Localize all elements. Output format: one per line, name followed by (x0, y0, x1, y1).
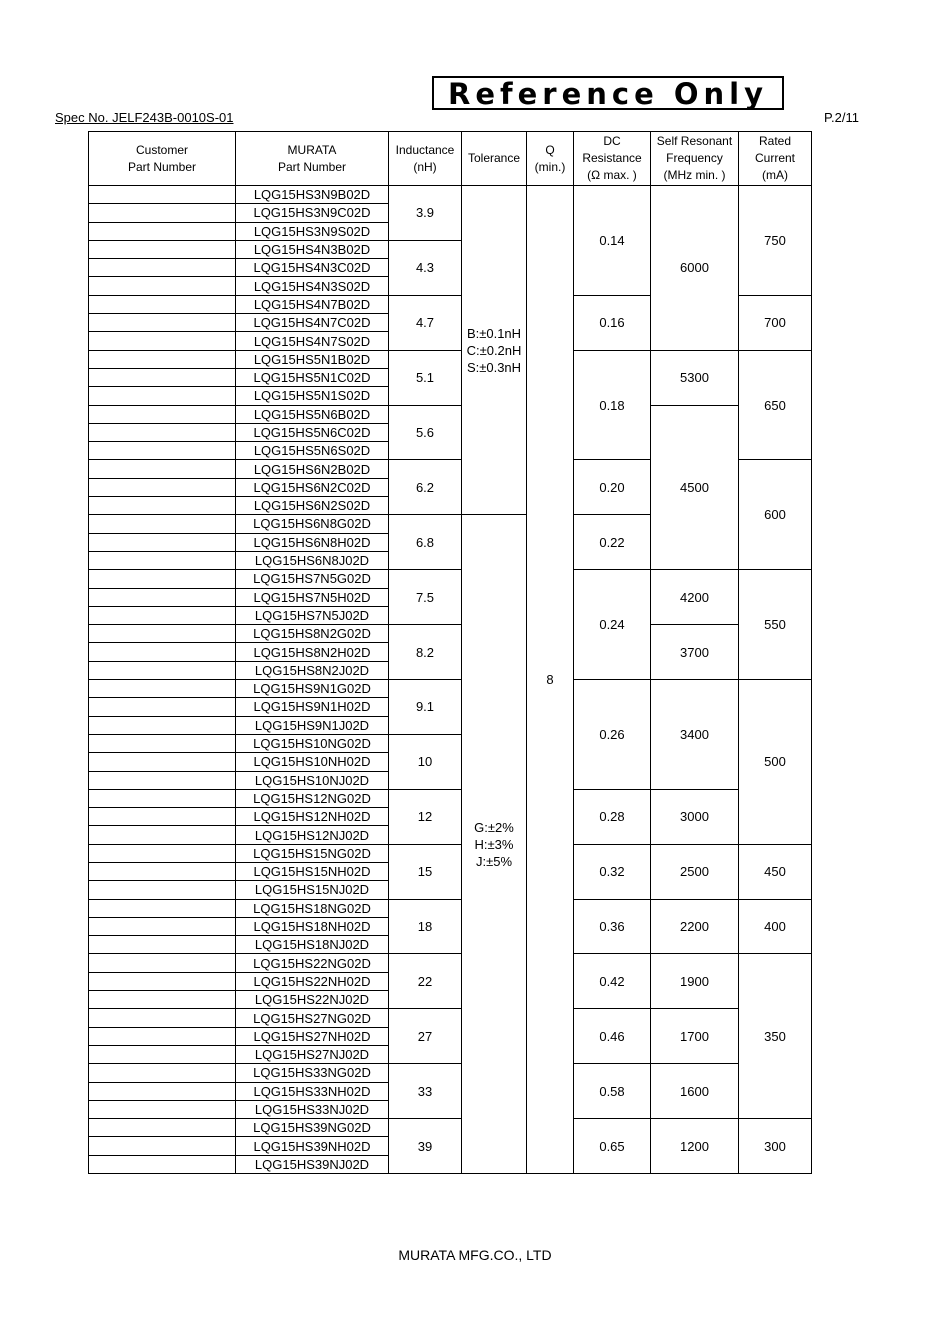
murata-part-cell: LQG15HS33NJ02D (236, 1100, 389, 1118)
table-row (89, 350, 812, 368)
murata-part-cell: LQG15HS27NJ02D (236, 1045, 389, 1063)
dc-resistance-cell: 0.46 (574, 1009, 651, 1064)
srf-cell: 2200 (651, 899, 739, 954)
customer-part-cell (89, 497, 236, 515)
inductance-cell: 39 (389, 1119, 462, 1174)
customer-part-cell (89, 826, 236, 844)
customer-part-cell (89, 716, 236, 734)
customer-part-cell (89, 698, 236, 716)
murata-part-cell: LQG15HS6N2C02D (236, 478, 389, 496)
q-cell: 8 (527, 186, 574, 1174)
murata-part-cell: LQG15HS27NG02D (236, 1009, 389, 1027)
customer-part-cell (89, 881, 236, 899)
murata-part-cell: LQG15HS10NH02D (236, 753, 389, 771)
murata-part-cell: LQG15HS39NH02D (236, 1137, 389, 1155)
col-tolerance: Tolerance (462, 132, 527, 186)
murata-part-cell: LQG15HS18NG02D (236, 899, 389, 917)
murata-part-cell: LQG15HS15NG02D (236, 844, 389, 862)
murata-part-cell: LQG15HS12NJ02D (236, 826, 389, 844)
murata-part-cell: LQG15HS12NG02D (236, 789, 389, 807)
customer-part-cell (89, 680, 236, 698)
srf-cell: 3700 (651, 625, 739, 680)
murata-part-cell: LQG15HS5N1C02D (236, 368, 389, 386)
murata-part-cell: LQG15HS5N6B02D (236, 405, 389, 423)
customer-part-cell (89, 460, 236, 478)
col-murata-part: MURATA Part Number (236, 132, 389, 186)
customer-part-cell (89, 515, 236, 533)
customer-part-cell (89, 862, 236, 880)
customer-part-cell (89, 259, 236, 277)
rated-current-cell: 600 (739, 460, 812, 570)
dc-resistance-cell: 0.22 (574, 515, 651, 570)
customer-part-cell (89, 771, 236, 789)
customer-part-cell (89, 442, 236, 460)
murata-part-cell: LQG15HS22NG02D (236, 954, 389, 972)
table-row (89, 186, 812, 204)
murata-part-cell: LQG15HS10NJ02D (236, 771, 389, 789)
inductance-cell: 7.5 (389, 570, 462, 625)
customer-part-cell (89, 368, 236, 386)
inductance-cell: 6.2 (389, 460, 462, 515)
customer-part-cell (89, 643, 236, 661)
srf-cell: 1900 (651, 954, 739, 1009)
table-row (89, 570, 812, 588)
spec-number: Spec No. JELF243B-0010S-01 (55, 110, 234, 125)
murata-part-cell: LQG15HS12NH02D (236, 808, 389, 826)
murata-part-cell: LQG15HS5N6S02D (236, 442, 389, 460)
srf-cell: 4200 (651, 570, 739, 625)
murata-part-cell: LQG15HS4N3B02D (236, 240, 389, 258)
reference-only-stamp: Reference Only (432, 76, 784, 110)
dc-resistance-cell: 0.18 (574, 350, 651, 460)
customer-part-cell (89, 570, 236, 588)
srf-cell: 3400 (651, 680, 739, 790)
inductance-cell: 8.2 (389, 625, 462, 680)
murata-part-cell: LQG15HS4N7S02D (236, 332, 389, 350)
table-row (89, 680, 812, 698)
customer-part-cell (89, 588, 236, 606)
srf-cell: 4500 (651, 405, 739, 570)
murata-part-cell: LQG15HS27NH02D (236, 1027, 389, 1045)
customer-part-cell (89, 1155, 236, 1173)
customer-part-cell (89, 1027, 236, 1045)
murata-part-cell: LQG15HS22NH02D (236, 972, 389, 990)
table-row (89, 899, 812, 917)
dc-resistance-cell: 0.24 (574, 570, 651, 680)
dc-resistance-cell: 0.14 (574, 186, 651, 296)
murata-part-cell: LQG15HS39NJ02D (236, 1155, 389, 1173)
customer-part-cell (89, 240, 236, 258)
murata-part-cell: LQG15HS15NH02D (236, 862, 389, 880)
tolerance-cell: B:±0.1nH C:±0.2nH S:±0.3nH (462, 186, 527, 515)
customer-part-cell (89, 204, 236, 222)
page-number: P.2/11 (824, 110, 859, 125)
table-row (89, 1119, 812, 1137)
murata-part-cell: LQG15HS6N8J02D (236, 551, 389, 569)
customer-part-cell (89, 1137, 236, 1155)
table-row (89, 1064, 812, 1082)
customer-part-cell (89, 314, 236, 332)
customer-part-cell (89, 954, 236, 972)
inductance-cell: 12 (389, 789, 462, 844)
customer-part-cell (89, 1082, 236, 1100)
inductance-cell: 15 (389, 844, 462, 899)
customer-part-cell (89, 972, 236, 990)
murata-part-cell: LQG15HS6N2S02D (236, 497, 389, 515)
rated-current-cell: 650 (739, 350, 812, 460)
dc-resistance-cell: 0.26 (574, 680, 651, 790)
srf-cell: 3000 (651, 789, 739, 844)
table-row (89, 789, 812, 807)
inductance-cell: 18 (389, 899, 462, 954)
murata-part-cell: LQG15HS5N1B02D (236, 350, 389, 368)
murata-part-cell: LQG15HS6N8G02D (236, 515, 389, 533)
customer-part-cell (89, 899, 236, 917)
murata-part-cell: LQG15HS9N1G02D (236, 680, 389, 698)
murata-part-cell: LQG15HS7N5H02D (236, 588, 389, 606)
tolerance-cell: G:±2% H:±3% J:±5% (462, 515, 527, 1174)
customer-part-cell (89, 917, 236, 935)
table-row (89, 1009, 812, 1027)
murata-part-cell: LQG15HS4N7B02D (236, 295, 389, 313)
customer-part-cell (89, 277, 236, 295)
header-row (89, 132, 812, 186)
murata-part-cell: LQG15HS18NJ02D (236, 936, 389, 954)
srf-cell: 1700 (651, 1009, 739, 1064)
inductance-cell: 4.3 (389, 240, 462, 295)
spec-table (88, 131, 812, 1174)
murata-part-cell: LQG15HS39NG02D (236, 1119, 389, 1137)
inductance-cell: 33 (389, 1064, 462, 1119)
rated-current-cell: 700 (739, 295, 812, 350)
customer-part-cell (89, 423, 236, 441)
table-row (89, 625, 812, 643)
murata-part-cell: LQG15HS4N3S02D (236, 277, 389, 295)
footer-company: MURATA MFG.CO., LTD (398, 1247, 552, 1263)
customer-part-cell (89, 606, 236, 624)
col-dc-resistance: DC Resistance (Ω max. ) (574, 132, 651, 186)
dc-resistance-cell: 0.20 (574, 460, 651, 515)
customer-part-cell (89, 387, 236, 405)
customer-part-cell (89, 1009, 236, 1027)
srf-cell: 6000 (651, 186, 739, 351)
murata-part-cell: LQG15HS18NH02D (236, 917, 389, 935)
murata-part-cell: LQG15HS15NJ02D (236, 881, 389, 899)
inductance-cell: 9.1 (389, 680, 462, 735)
customer-part-cell (89, 844, 236, 862)
dc-resistance-cell: 0.42 (574, 954, 651, 1009)
col-customer-part: Customer Part Number (89, 132, 236, 186)
srf-cell: 5300 (651, 350, 739, 405)
customer-part-cell (89, 789, 236, 807)
murata-part-cell: LQG15HS10NG02D (236, 734, 389, 752)
srf-cell: 1200 (651, 1119, 739, 1174)
inductance-cell: 6.8 (389, 515, 462, 570)
customer-part-cell (89, 222, 236, 240)
rated-current-cell: 350 (739, 954, 812, 1119)
murata-part-cell: LQG15HS33NG02D (236, 1064, 389, 1082)
dc-resistance-cell: 0.16 (574, 295, 651, 350)
rated-current-cell: 450 (739, 844, 812, 899)
murata-part-cell: LQG15HS5N6C02D (236, 423, 389, 441)
srf-cell: 2500 (651, 844, 739, 899)
murata-part-cell: LQG15HS9N1H02D (236, 698, 389, 716)
murata-part-cell: LQG15HS8N2G02D (236, 625, 389, 643)
table-row (89, 405, 812, 423)
murata-part-cell: LQG15HS22NJ02D (236, 991, 389, 1009)
customer-part-cell (89, 551, 236, 569)
inductance-cell: 4.7 (389, 295, 462, 350)
customer-part-cell (89, 332, 236, 350)
rated-current-cell: 550 (739, 570, 812, 680)
table-row (89, 954, 812, 972)
customer-part-cell (89, 1119, 236, 1137)
customer-part-cell (89, 991, 236, 1009)
customer-part-cell (89, 1045, 236, 1063)
customer-part-cell (89, 1064, 236, 1082)
customer-part-cell (89, 808, 236, 826)
dc-resistance-cell: 0.28 (574, 789, 651, 844)
customer-part-cell (89, 1100, 236, 1118)
spec-table-body (89, 186, 812, 1174)
customer-part-cell (89, 625, 236, 643)
murata-part-cell: LQG15HS7N5J02D (236, 606, 389, 624)
customer-part-cell (89, 533, 236, 551)
murata-part-cell: LQG15HS4N7C02D (236, 314, 389, 332)
customer-part-cell (89, 405, 236, 423)
customer-part-cell (89, 753, 236, 771)
dc-resistance-cell: 0.32 (574, 844, 651, 899)
dc-resistance-cell: 0.65 (574, 1119, 651, 1174)
inductance-cell: 10 (389, 734, 462, 789)
inductance-cell: 22 (389, 954, 462, 1009)
murata-part-cell: LQG15HS5N1S02D (236, 387, 389, 405)
murata-part-cell: LQG15HS3N9B02D (236, 186, 389, 204)
customer-part-cell (89, 350, 236, 368)
rated-current-cell: 500 (739, 680, 812, 845)
murata-part-cell: LQG15HS33NH02D (236, 1082, 389, 1100)
murata-part-cell: LQG15HS3N9S02D (236, 222, 389, 240)
customer-part-cell (89, 734, 236, 752)
dc-resistance-cell: 0.58 (574, 1064, 651, 1119)
murata-part-cell: LQG15HS8N2J02D (236, 661, 389, 679)
srf-cell: 1600 (651, 1064, 739, 1119)
murata-part-cell: LQG15HS6N2B02D (236, 460, 389, 478)
murata-part-cell: LQG15HS9N1J02D (236, 716, 389, 734)
murata-part-cell: LQG15HS3N9C02D (236, 204, 389, 222)
col-inductance: Inductance (nH) (389, 132, 462, 186)
customer-part-cell (89, 936, 236, 954)
customer-part-cell (89, 295, 236, 313)
inductance-cell: 5.6 (389, 405, 462, 460)
inductance-cell: 27 (389, 1009, 462, 1064)
customer-part-cell (89, 478, 236, 496)
customer-part-cell (89, 186, 236, 204)
col-q: Q (min.) (527, 132, 574, 186)
murata-part-cell: LQG15HS7N5G02D (236, 570, 389, 588)
inductance-cell: 5.1 (389, 350, 462, 405)
murata-part-cell: LQG15HS8N2H02D (236, 643, 389, 661)
rated-current-cell: 300 (739, 1119, 812, 1174)
customer-part-cell (89, 661, 236, 679)
murata-part-cell: LQG15HS6N8H02D (236, 533, 389, 551)
rated-current-cell: 750 (739, 186, 812, 296)
dc-resistance-cell: 0.36 (574, 899, 651, 954)
murata-part-cell: LQG15HS4N3C02D (236, 259, 389, 277)
col-self-resonant-frequency: Self Resonant Frequency (MHz min. ) (651, 132, 739, 186)
col-rated-current: Rated Current (mA) (739, 132, 812, 186)
rated-current-cell: 400 (739, 899, 812, 954)
table-row (89, 844, 812, 862)
inductance-cell: 3.9 (389, 186, 462, 241)
